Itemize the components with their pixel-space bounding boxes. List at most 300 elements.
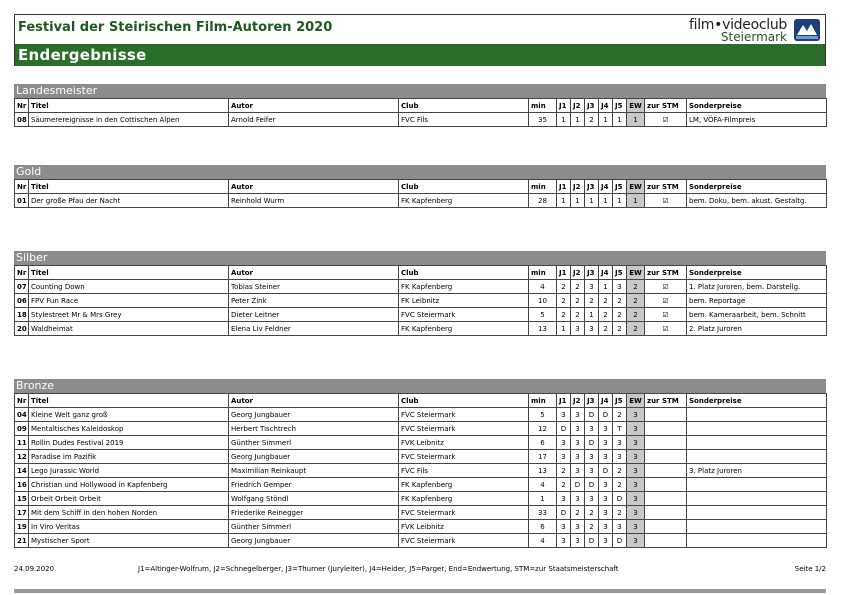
column-header-author: Autor [229,266,399,280]
cell-stm [645,534,687,548]
cell-author: Arnold Feifer [229,113,399,127]
cell-j4: D [599,464,613,478]
cell-title: In Viro Veritas [29,520,229,534]
cell-special-prizes [687,422,827,436]
cell-club: FVC Steiermark [399,308,529,322]
column-header-ew: EW [627,266,645,280]
cell-special-prizes [687,450,827,464]
cell-author: Tobias Steiner [229,280,399,294]
footer-page-number: Seite 1/2 [794,565,826,573]
cell-j5: 2 [613,478,627,492]
cell-title: FPV Fun Race [29,294,229,308]
cell-ew: 3 [627,478,645,492]
cell-j2: 3 [571,408,585,422]
bottom-rule [14,589,826,593]
table-row [15,422,827,436]
column-header-club: Club [399,180,529,194]
cell-ew: 2 [627,294,645,308]
cell-j2: 2 [571,280,585,294]
cell-nr: 06 [15,294,29,308]
cell-special-prizes [687,492,827,506]
cell-stm [645,436,687,450]
results-table [14,265,827,336]
cell-j3: 2 [585,113,599,127]
cell-minutes: 4 [529,534,557,548]
cell-title: Waldheimat [29,322,229,336]
cell-nr: 17 [15,506,29,520]
cell-nr: 19 [15,520,29,534]
cell-j4: 3 [599,534,613,548]
table-row [15,450,827,464]
cell-minutes: 10 [529,294,557,308]
cell-club: FVC Steiermark [399,534,529,548]
cell-author: Reinhold Wurm [229,194,399,208]
results-table [14,393,827,548]
column-header-minutes: min [529,394,557,408]
cell-ew: 2 [627,280,645,294]
cell-club: FVC Fils [399,113,529,127]
cell-j3: 1 [585,194,599,208]
section-heading: Silber [14,251,826,265]
column-header-j2: J2 [571,394,585,408]
cell-special-prizes: LM, VÖFA-Filmpreis [687,113,827,127]
cell-special-prizes: 3. Platz Juroren [687,464,827,478]
column-header-nr: Nr [15,394,29,408]
cell-j4: 3 [599,422,613,436]
section-heading: Bronze [14,379,826,393]
column-header-j4: J4 [599,99,613,113]
cell-club: FK Kapfenberg [399,492,529,506]
cell-j1: 2 [557,280,571,294]
column-header-minutes: min [529,266,557,280]
cell-stm [645,450,687,464]
cell-stm [645,492,687,506]
page-title: Endergebnisse [18,46,147,64]
column-header-j1: J1 [557,99,571,113]
cell-club: FK Kapfenberg [399,478,529,492]
cell-minutes: 6 [529,520,557,534]
column-header-title: Titel [29,180,229,194]
footer-date: 24.09.2020 [14,565,55,573]
cell-stm [645,408,687,422]
cell-author: Friederike Reinegger [229,506,399,520]
cell-author: Wolfgang Stöndl [229,492,399,506]
column-header-j1: J1 [557,180,571,194]
cell-j1: 1 [557,194,571,208]
cell-minutes: 17 [529,450,557,464]
cell-special-prizes [687,436,827,450]
cell-minutes: 4 [529,478,557,492]
cell-special-prizes [687,520,827,534]
table-row [15,520,827,534]
logo-line1: film•videoclub [689,17,787,33]
cell-j3: 3 [585,492,599,506]
cell-j1: 3 [557,492,571,506]
cell-author: Peter Zink [229,294,399,308]
cell-ew: 3 [627,422,645,436]
column-header-special-prizes: Sonderpreise [687,394,827,408]
cell-special-prizes: 1. Platz Juroren, bem. Darstellg. [687,280,827,294]
column-header-j5: J5 [613,266,627,280]
cell-title: Lego Jurassic World [29,464,229,478]
cell-j1: 3 [557,520,571,534]
cell-j1: D [557,506,571,520]
column-header-author: Autor [229,99,399,113]
column-header-ew: EW [627,394,645,408]
cell-j2: 3 [571,322,585,336]
cell-club: FK Kapfenberg [399,322,529,336]
cell-club: FVK Leibnitz [399,520,529,534]
column-header-j5: J5 [613,394,627,408]
cell-stm: ☑ [645,294,687,308]
cell-stm: ☑ [645,194,687,208]
cell-nr: 16 [15,478,29,492]
cell-nr: 12 [15,450,29,464]
cell-stm: ☑ [645,280,687,294]
cell-special-prizes [687,534,827,548]
cell-j5: 2 [613,308,627,322]
cell-j5: 3 [613,280,627,294]
cell-author: Günther Simmerl [229,520,399,534]
table-row [15,308,827,322]
cell-nr: 09 [15,422,29,436]
table-row [15,113,827,127]
cell-special-prizes: bem. Reportage [687,294,827,308]
column-header-j3: J3 [585,266,599,280]
table-row [15,294,827,308]
cell-minutes: 12 [529,422,557,436]
cell-j3: 2 [585,294,599,308]
cell-minutes: 6 [529,436,557,450]
cell-author: Georg Jungbauer [229,408,399,422]
cell-club: FK Kapfenberg [399,280,529,294]
column-header-ew: EW [627,180,645,194]
table-row [15,492,827,506]
section-bronze [14,379,826,548]
section-gold [14,165,826,208]
cell-title: Mystischer Sport [29,534,229,548]
cell-nr: 14 [15,464,29,478]
cell-minutes: 1 [529,492,557,506]
cell-j3: 2 [585,506,599,520]
table-row [15,436,827,450]
cell-j2: 3 [571,436,585,450]
cell-club: FK Leibnitz [399,294,529,308]
page-title-bar [15,44,825,66]
table-row [15,506,827,520]
cell-j5: 2 [613,322,627,336]
cell-title: Kleine Welt ganz groß [29,408,229,422]
column-header-j2: J2 [571,180,585,194]
cell-j3: 3 [585,450,599,464]
table-row [15,534,827,548]
table-header-row [15,266,827,280]
cell-author: Elena Liv Feldner [229,322,399,336]
cell-j1: 3 [557,534,571,548]
column-header-title: Titel [29,266,229,280]
column-header-author: Autor [229,394,399,408]
column-header-j1: J1 [557,394,571,408]
column-header-club: Club [399,394,529,408]
cell-author: Georg Jungbauer [229,534,399,548]
cell-ew: 3 [627,408,645,422]
cell-j4: 1 [599,113,613,127]
cell-j4: 3 [599,436,613,450]
cell-j2: 3 [571,492,585,506]
cell-stm: ☑ [645,322,687,336]
cell-j3: D [585,534,599,548]
cell-ew: 3 [627,450,645,464]
cell-j1: 1 [557,322,571,336]
cell-j2: 2 [571,294,585,308]
column-header-ew: EW [627,99,645,113]
cell-stm [645,422,687,436]
table-row [15,408,827,422]
cell-j2: 1 [571,113,585,127]
cell-j5: 2 [613,408,627,422]
cell-title: Paradise im Pazifik [29,450,229,464]
cell-club: FVC Steiermark [399,450,529,464]
cell-j1: D [557,422,571,436]
cell-j1: 3 [557,436,571,450]
cell-stm [645,478,687,492]
section-silber [14,251,826,336]
cell-title: Counting Down [29,280,229,294]
results-table [14,179,827,208]
cell-minutes: 5 [529,408,557,422]
table-header-row [15,180,827,194]
cell-special-prizes [687,478,827,492]
table-row [15,194,827,208]
cell-j2: 3 [571,534,585,548]
table-header-row [15,394,827,408]
column-header-title: Titel [29,99,229,113]
column-header-club: Club [399,266,529,280]
cell-nr: 18 [15,308,29,322]
results-table [14,98,827,127]
cell-j1: 1 [557,113,571,127]
column-header-minutes: min [529,180,557,194]
cell-j3: D [585,408,599,422]
cell-j5: D [613,534,627,548]
column-header-j4: J4 [599,266,613,280]
column-header-nr: Nr [15,180,29,194]
cell-club: FVC Steiermark [399,506,529,520]
cell-j3: 1 [585,308,599,322]
cell-j5: 2 [613,294,627,308]
cell-j4: 3 [599,450,613,464]
cell-j5: D [613,492,627,506]
column-header-title: Titel [29,394,229,408]
cell-title: Stylestreet Mr & Mrs Grey [29,308,229,322]
cell-minutes: 33 [529,506,557,520]
column-header-club: Club [399,99,529,113]
cell-special-prizes: bem. Kameraarbeit, bem. Schnitt [687,308,827,322]
cell-j2: 3 [571,422,585,436]
cell-author: Maximilian Reinkaupt [229,464,399,478]
cell-minutes: 4 [529,280,557,294]
cell-j3: 2 [585,520,599,534]
cell-j4: 2 [599,322,613,336]
cell-club: FVC Fils [399,464,529,478]
column-header-stm: zur STM [645,394,687,408]
cell-special-prizes: bem. Doku, bem. akust. Gestaltg. [687,194,827,208]
column-header-nr: Nr [15,266,29,280]
section-landesmeister [14,84,826,127]
cell-minutes: 5 [529,308,557,322]
cell-special-prizes: 2. Platz Juroren [687,322,827,336]
cell-j5: 3 [613,450,627,464]
column-header-j5: J5 [613,180,627,194]
cell-j5: 2 [613,506,627,520]
cell-nr: 15 [15,492,29,506]
cell-j5: 3 [613,436,627,450]
cell-author: Günther Simmerl [229,436,399,450]
cell-minutes: 28 [529,194,557,208]
festival-title: Festival der Steirischen Film-Autoren 2020 [18,20,333,35]
cell-j3: D [585,478,599,492]
column-header-j3: J3 [585,180,599,194]
cell-ew: 2 [627,322,645,336]
cell-author: Herbert Tischtrech [229,422,399,436]
column-header-j5: J5 [613,99,627,113]
footer-legend: J1=Altinger-Wolfrum, J2=Schnegelberger, J3=Thurner (Juryleiter), J4=Heider, J5=Parger, End=Endwertung, STM=zur Staatsmeisterschaft [138,565,619,573]
cell-j4: 1 [599,194,613,208]
cell-j2: 3 [571,464,585,478]
cell-ew: 2 [627,308,645,322]
column-header-j1: J1 [557,266,571,280]
cell-stm [645,520,687,534]
cell-j3: 3 [585,422,599,436]
column-header-author: Autor [229,180,399,194]
cell-nr: 20 [15,322,29,336]
cell-j5: 3 [613,520,627,534]
cell-nr: 04 [15,408,29,422]
column-header-stm: zur STM [645,266,687,280]
cell-j5: 2 [613,464,627,478]
cell-author: Georg Jungbauer [229,450,399,464]
section-heading: Gold [14,165,826,179]
cell-j1: 2 [557,478,571,492]
cell-minutes: 13 [529,464,557,478]
table-row [15,464,827,478]
column-header-stm: zur STM [645,180,687,194]
cell-j5: 1 [613,113,627,127]
cell-author: Friedrich Gemper [229,478,399,492]
cell-club: FVC Steiermark [399,408,529,422]
table-header-row [15,99,827,113]
column-header-j2: J2 [571,99,585,113]
cell-nr: 21 [15,534,29,548]
cell-j1: 2 [557,294,571,308]
cell-j1: 3 [557,408,571,422]
cell-special-prizes [687,506,827,520]
cell-ew: 1 [627,113,645,127]
cell-j4: 3 [599,506,613,520]
cell-nr: 07 [15,280,29,294]
cell-j4: 1 [599,280,613,294]
cell-special-prizes [687,408,827,422]
column-header-j2: J2 [571,266,585,280]
cell-ew: 3 [627,534,645,548]
cell-j5: T [613,422,627,436]
cell-title: Mit dem Schiff in den hohen Norden [29,506,229,520]
column-header-j4: J4 [599,394,613,408]
logo-line2: Steiermark [720,30,787,44]
cell-author: Dieter Leitner [229,308,399,322]
column-header-stm: zur STM [645,99,687,113]
cell-j2: 3 [571,520,585,534]
cell-title: Der große Pfau der Nacht [29,194,229,208]
cell-j3: D [585,436,599,450]
club-logo [689,17,821,43]
cell-title: Säumerereignisse in den Cottischen Alpen [29,113,229,127]
cell-nr: 01 [15,194,29,208]
cell-minutes: 13 [529,322,557,336]
cell-club: FK Kapfenberg [399,194,529,208]
column-header-minutes: min [529,99,557,113]
cell-club: FVC Steiermark [399,422,529,436]
column-header-special-prizes: Sonderpreise [687,99,827,113]
cell-j4: 3 [599,520,613,534]
column-header-j3: J3 [585,394,599,408]
cell-stm: ☑ [645,308,687,322]
cell-j1: 3 [557,450,571,464]
cell-ew: 1 [627,194,645,208]
cell-stm: ☑ [645,113,687,127]
column-header-j3: J3 [585,99,599,113]
cell-j1: 2 [557,308,571,322]
cell-ew: 3 [627,506,645,520]
cell-club: FVK Leibnitz [399,436,529,450]
cell-j2: 3 [571,450,585,464]
club-badge-icon [793,18,821,42]
cell-nr: 11 [15,436,29,450]
table-row [15,322,827,336]
header-box [14,14,826,66]
cell-title: Rollin Dudes Festival 2019 [29,436,229,450]
table-row [15,280,827,294]
cell-ew: 3 [627,464,645,478]
cell-j4: 3 [599,492,613,506]
cell-j4: 2 [599,308,613,322]
cell-j1: 2 [557,464,571,478]
cell-j4: 2 [599,294,613,308]
cell-title: Mentaltisches Kaleidoskop [29,422,229,436]
cell-minutes: 35 [529,113,557,127]
cell-j4: D [599,408,613,422]
column-header-special-prizes: Sonderpreise [687,266,827,280]
cell-j2: 1 [571,194,585,208]
cell-j2: 2 [571,308,585,322]
cell-j3: 3 [585,464,599,478]
cell-title: Orbeit Orbeit Orbeit [29,492,229,506]
cell-stm [645,464,687,478]
cell-j3: 3 [585,322,599,336]
cell-j3: 3 [585,280,599,294]
cell-j2: D [571,478,585,492]
cell-title: Christian und Hollywood in Kapfenberg [29,478,229,492]
cell-ew: 3 [627,520,645,534]
column-header-special-prizes: Sonderpreise [687,180,827,194]
column-header-nr: Nr [15,99,29,113]
column-header-j4: J4 [599,180,613,194]
cell-nr: 08 [15,113,29,127]
cell-stm [645,506,687,520]
cell-ew: 3 [627,436,645,450]
cell-j2: 2 [571,506,585,520]
cell-j4: 3 [599,478,613,492]
